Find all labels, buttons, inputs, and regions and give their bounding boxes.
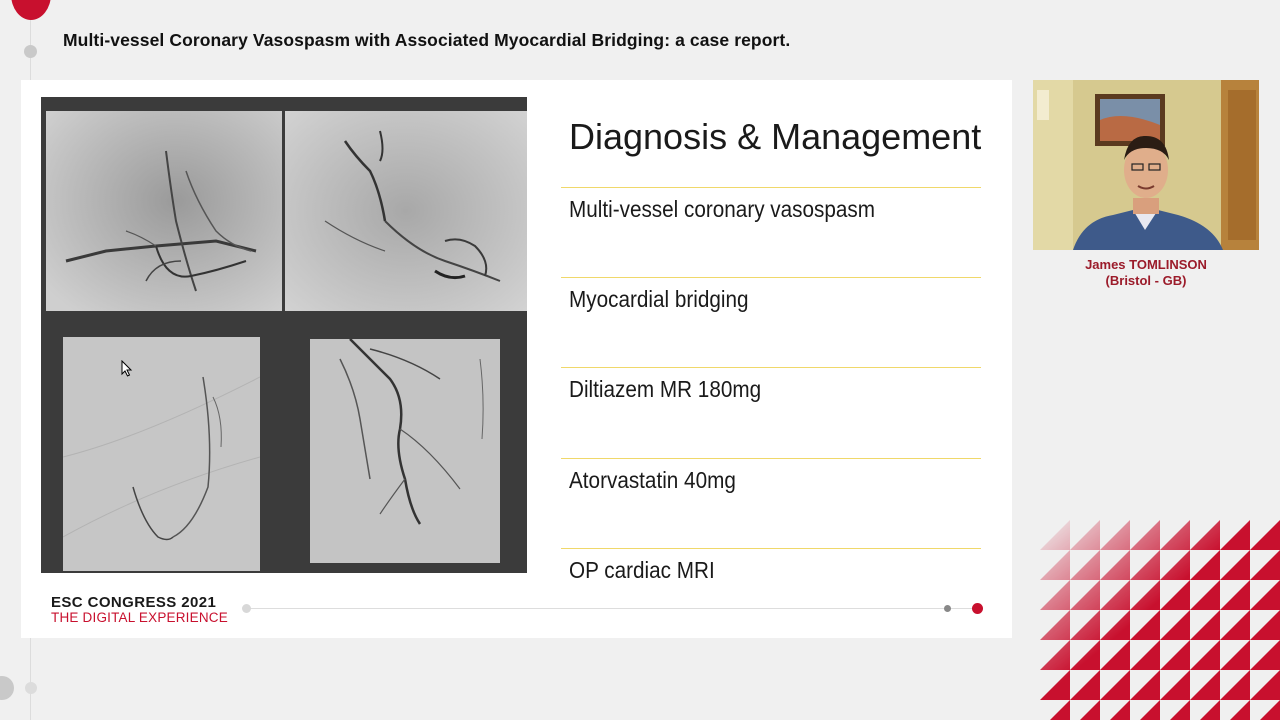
slide-progress-track (246, 608, 981, 609)
list-item: OP cardiac MRI (569, 557, 715, 583)
list-item: Multi-vessel coronary vasospasm (569, 196, 876, 222)
divider (561, 277, 981, 278)
speaker-name: James TOMLINSON (1085, 257, 1207, 272)
slide-progress-step[interactable] (944, 605, 951, 612)
mouse-cursor-icon (121, 360, 133, 378)
list-item: Atorvastatin 40mg (569, 467, 736, 493)
angiogram-panel-3 (63, 337, 260, 571)
list-item: Diltiazem MR 180mg (569, 376, 762, 402)
angiogram-panel-1 (46, 111, 282, 311)
timeline-marker-top (11, 0, 51, 20)
angiogram-images (41, 97, 527, 573)
slide-progress-start[interactable] (242, 604, 251, 613)
divider (561, 187, 981, 188)
divider (561, 548, 981, 549)
session-title: Multi-vessel Coronary Vasospasm with Associated Myocardial Bridging: a case report. (63, 30, 791, 50)
slide-heading: Diagnosis & Management (569, 116, 982, 157)
angiogram-panel-4 (310, 339, 500, 563)
speaker-caption (1033, 257, 1259, 289)
presentation-slide (21, 80, 1012, 638)
speaker-video (1033, 80, 1259, 250)
divider (561, 367, 981, 368)
timeline-dot (24, 45, 37, 58)
timeline-dot-bottom (0, 676, 14, 700)
slide-progress-current[interactable] (972, 603, 983, 614)
congress-logo-subtitle: THE DIGITAL EXPERIENCE (51, 610, 228, 625)
decorative-pattern (1040, 520, 1280, 720)
divider (561, 458, 981, 459)
list-item: Myocardial bridging (569, 286, 749, 312)
congress-logo-title: ESC CONGRESS 2021 (51, 594, 217, 611)
speaker-affiliation: (Bristol - GB) (1105, 273, 1187, 288)
angiogram-panel-2 (285, 111, 527, 311)
timeline-dot-small (25, 682, 37, 694)
